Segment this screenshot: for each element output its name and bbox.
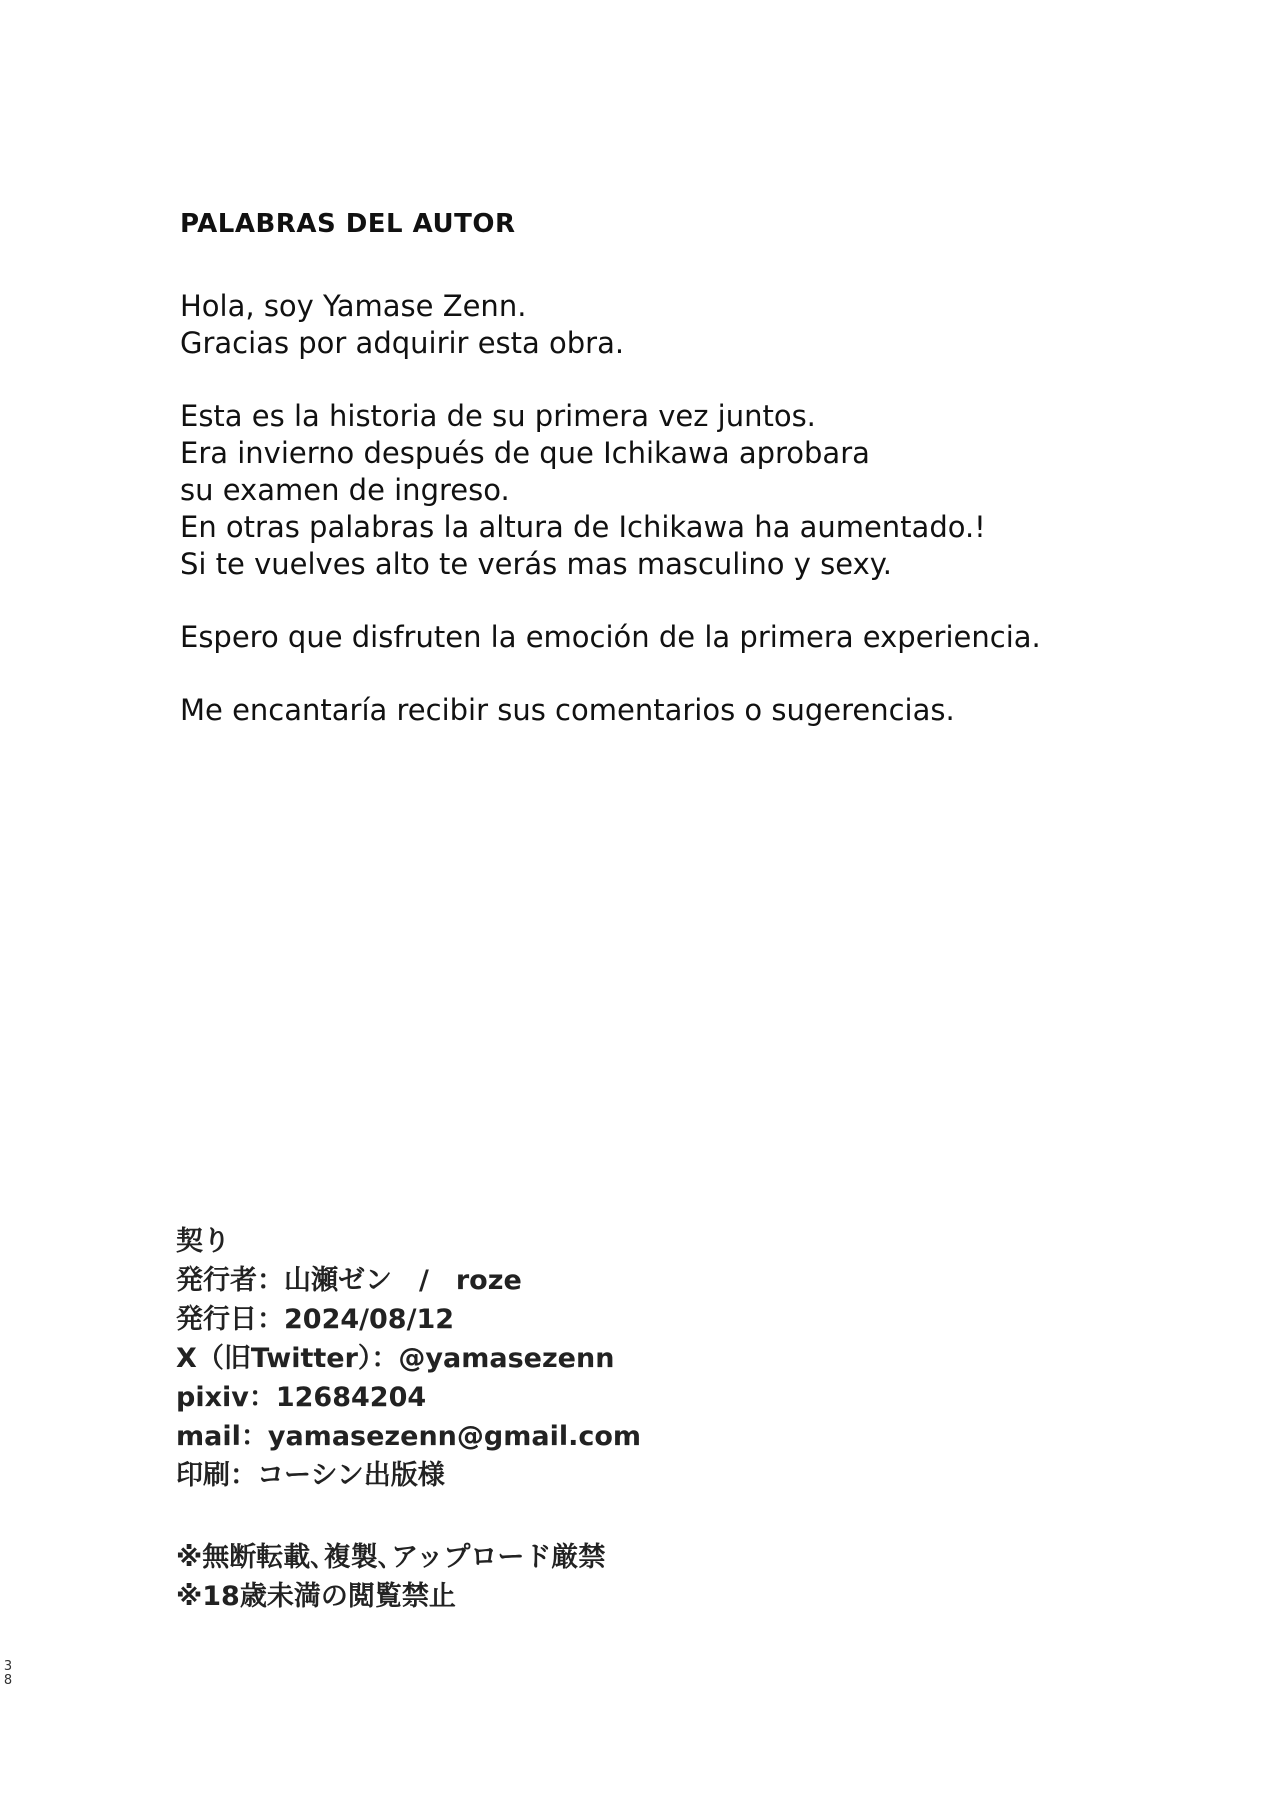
- book-title: 契り: [176, 1226, 230, 1257]
- message-line: Esta es la historia de su primera vez juntos.: [180, 399, 816, 433]
- message-line: Me encantaría recibir sus comentarios o sugerencias.: [180, 693, 955, 727]
- mail-address: mail：yamasezenn@gmail.com: [176, 1421, 642, 1452]
- message-line: su examen de ingreso.: [180, 473, 510, 507]
- notices: [176, 1538, 976, 1616]
- printer-line: 印刷：コーシン出版様: [176, 1460, 445, 1491]
- notice-age-restriction: ※18歳未満の閲覧禁止: [176, 1581, 456, 1612]
- message-line: Hola, soy Yamase Zenn.: [180, 289, 527, 323]
- page-number: 38: [3, 1659, 13, 1688]
- author-message: [180, 288, 1200, 765]
- message-line: Si te vuelves alto te verás mas masculino y sexy.: [180, 547, 892, 581]
- message-line: Era invierno después de que Ichikawa aprobara: [180, 436, 870, 470]
- message-line: Espero que disfruten la emoción de la primera experiencia.: [180, 620, 1041, 654]
- message-line: En otras palabras la altura de Ichikawa ha aumentado.!: [180, 510, 986, 544]
- message-paragraph: [180, 619, 1200, 656]
- message-paragraph: [180, 398, 1200, 583]
- twitter-handle: X（旧Twitter）：@yamasezenn: [176, 1343, 615, 1374]
- publisher-line: 発行者：山瀬ゼン / roze: [176, 1265, 522, 1296]
- notice-reproduction: ※無断転載､複製､アップロード厳禁: [176, 1542, 606, 1573]
- pixiv-id: pixiv：12684204: [176, 1382, 427, 1413]
- publication-date: 発行日：2024/08/12: [176, 1304, 455, 1335]
- author-note-heading: PALABRAS DEL AUTOR: [180, 209, 516, 239]
- message-paragraph: [180, 288, 1200, 362]
- colophon: [176, 1222, 976, 1495]
- message-line: Gracias por adquirir esta obra.: [180, 326, 625, 360]
- message-paragraph: [180, 692, 1200, 729]
